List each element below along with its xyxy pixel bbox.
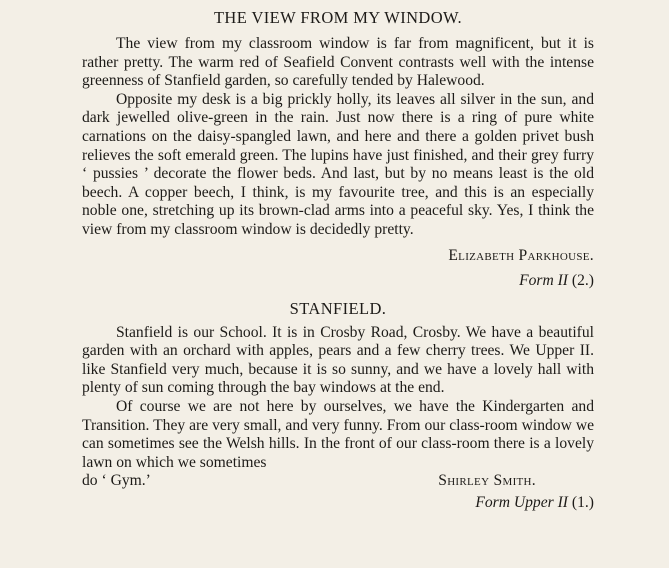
article-stanfield-paragraph-1: Stanfield is our School. It is in Crosby Road, Crosby. We have a beautiful garden with an orchard with apples, pears and a few cherry trees. We Upper II. like Stanfield very much, because it is so sunny, and we have a lovely hall with plenty of sun coming through the bay windows at the end. bbox=[82, 323, 594, 397]
article-stanfield-paragraph-2: Of course we are not here by ourselves, we have the Kindergarten and Transition. They are very small, and very funny. From our class-room window we can sometimes see the Welsh hills. In the front of our class-room there is a lovely lawn on which we sometimes bbox=[82, 397, 594, 471]
article-view-paragraph-1: The view from my classroom window is far from magnificent, but it is rather pretty. The warm red of Seafield Convent contrasts well with the intense greenness of Stanfield garden, so carefully tended by Halewood. bbox=[82, 35, 594, 90]
form-number: (1.) bbox=[571, 493, 594, 511]
author-name: Shirley Smith. bbox=[438, 472, 536, 490]
article-title-view: THE VIEW FROM MY WINDOW. bbox=[213, 8, 463, 27]
article-view-paragraph-2: Opposite my desk is a big prickly holly, its leaves all silver in the sun, and dark jewelled olive-green in the rain. Just now there is a ring of pure white carnations on the daisy-spangled lawn, and here and there a golden privet bush relieves the soft emerald green. The lupins have just finished, and their grey furry ‘ pussies ’ decorate the flower beds. And last, but by no means least is the old beech. A copper beech, I think, is my favourite tree, and this is an especially noble one, stretching up its brown-clad arms into a peaceful sky. Yes, I think the view from my classroom window is decidedly pretty. bbox=[82, 90, 594, 238]
form-label: Form II bbox=[519, 271, 568, 289]
page bbox=[82, 8, 594, 513]
article-stanfield-form bbox=[82, 493, 594, 513]
article-view-author bbox=[82, 246, 594, 266]
article-stanfield-final-line bbox=[82, 472, 594, 491]
article-view-form bbox=[82, 271, 594, 291]
form-label: Form Upper II bbox=[475, 493, 568, 511]
form-number: (2.) bbox=[571, 271, 594, 289]
paragraph-ending: do ‘ Gym.’ bbox=[82, 472, 151, 490]
author-name: Elizabeth Parkhouse. bbox=[448, 246, 594, 264]
article-title-stanfield: STANFIELD. bbox=[289, 298, 387, 318]
